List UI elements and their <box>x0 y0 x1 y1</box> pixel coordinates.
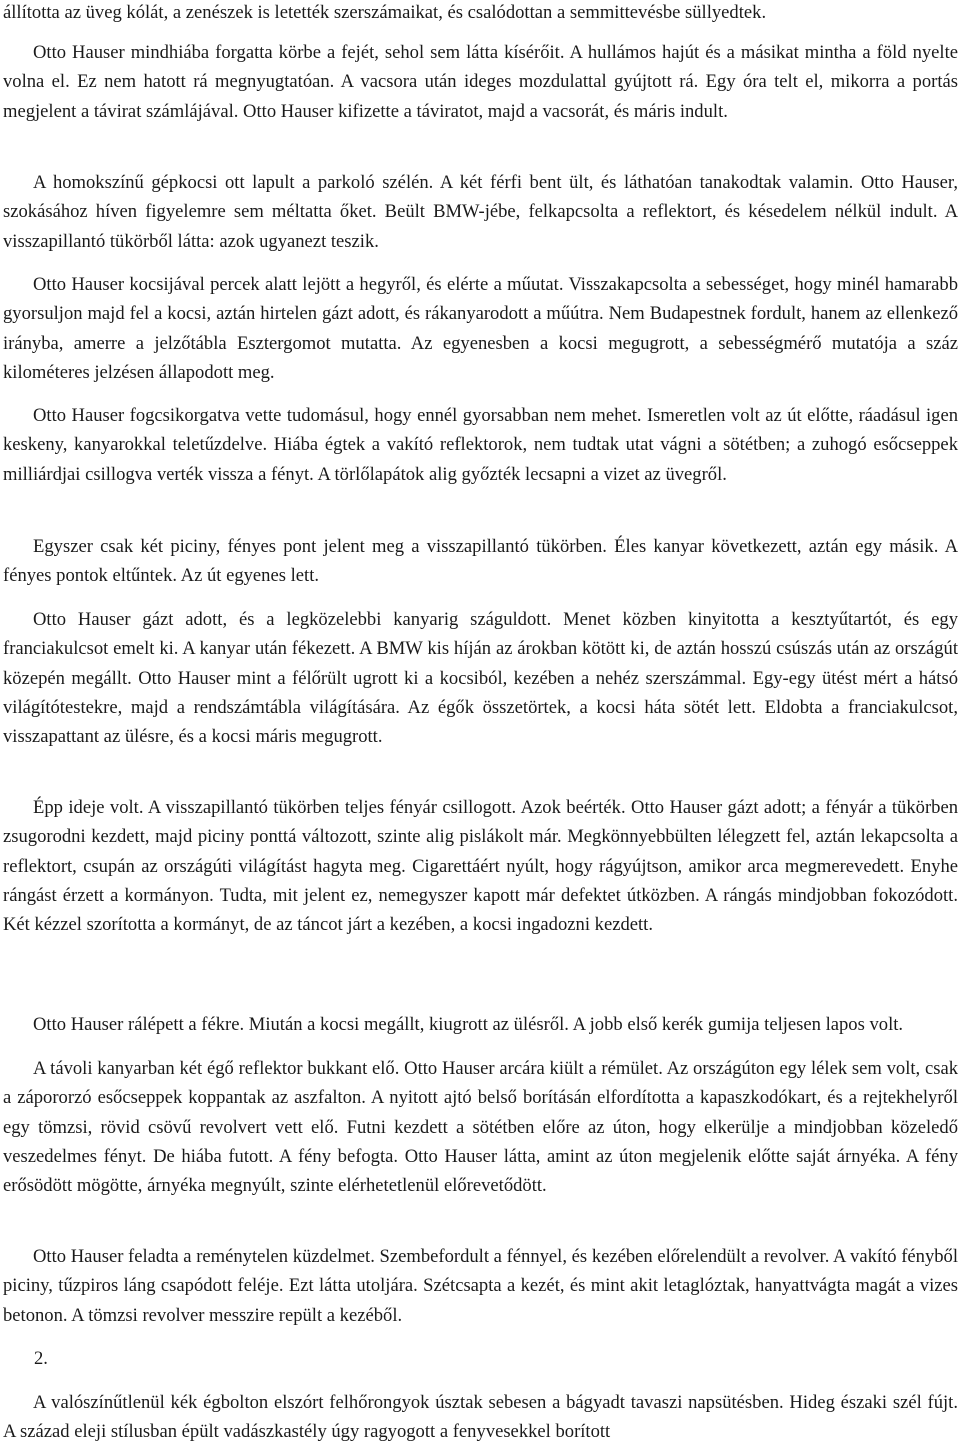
paragraph: A homokszínű gépkocsi ott lapult a parkoló szélén. A két férfi bent ült, és láthatóan tanakodtak valamin. Otto Hauser, szokásához híven figyelemre sem méltatta őket. Beült BMW-jébe, felkapcsolta a reflektort, és késedelem nélkül indult. A visszapillantó tükörből látta: azok ugyanezt teszik. <box>3 172 958 252</box>
paragraph: állította az üveg kólát, a zenészek is letették szerszámaikat, és csalódottan a semmittevésbe süllyedtek. <box>3 2 767 23</box>
paragraph: Otto Hauser gázt adott, és a legközelebbi kanyarig száguldott. Menet közben kinyitotta a kesztyűtartót, és egy franciakulcsot emelt ki. A kanyar után fékezett. A BMW kis híján az árokban kötött ki, de aztán hosszú csúszás után az országút közepén megállt. Otto Hauser mint a félőrült ugrott ki a kocsiból, kezében a nehéz szerszámmal. Egy-egy ütést mért a hátsó világítótestekre, majd a rendszámtábla világítására. Az égők összetörtek, a kocsi háta sötét lett. Eldobta a franciakulcsot, visszapattant az ülésre, és a kocsi máris megugrott. <box>3 609 958 748</box>
paragraph: Épp ideje volt. A visszapillantó tükörben teljes fényár csillogott. Azok beérték. Otto Hauser gázt adott; a fényár a tükörben zsugorodni kezdett, majd piciny ponttá változott, szinte alig pislákolt már. Megkönnyebbülten lélegzett fel, aztán lekapcsolta a reflektort, csupán az országúti világítást hagyta meg. Cigarettáért nyúlt, hogy rágyújtson, amikor arca megmerevedett. Enyhe rángást érzett a kormányon. Tudta, mit jelent ez, nemegyszer kapott már defektet útközben. A rángás mindjobban fokozódott. Két kézzel szorította a kormányt, de az táncot járt a kezében, a kocsi ingadozni kezdett. <box>3 797 958 936</box>
paragraph: A távoli kanyarban két égő reflektor bukkant elő. Otto Hauser arcára kiült a rémület. Az országúton egy lélek sem volt, csak a zápororzó esőcseppek koppantak az aszfalton. A nyitott ajtó belső borításán elfordította a kapaszkodókart, és a rejtekhelyről egy tömzsi, rövid csövű revolvert vett elő. Futni kezdett a sötétben előre az úton, hogy elkerülje a mindjobban közeledő veszedelmes fényt. De hiába futott. A fény befogta. Otto Hauser látta, amint az úton megjelenik előtte saját árnyéka. A fény erősödött mögötte, árnyéka megnyúlt, szinte elérhetetlenül előrevetődött. <box>3 1058 958 1197</box>
paragraph: Otto Hauser mindhiába forgatta körbe a fejét, sehol sem látta kísérőit. A hullámos hajút és a másikat mintha a föld nyelte volna el. Ez nem hatott rá megnyugtatóan. A vacsora után ideges mozdulattal gyújtott rá. Egy óra telt el, mikorra a portás megjelent a távirat számlájával. Otto Hauser kifizette a táviratot, majd a vacsorát, és máris indult. <box>3 42 958 122</box>
paragraph: Otto Hauser rálépett a fékre. Miután a kocsi megállt, kiugrott az ülésről. A jobb első kerék gumija teljesen lapos volt. <box>33 1014 904 1035</box>
paragraph: Egyszer csak két piciny, fényes pont jelent meg a visszapillantó tükörben. Éles kanyar következett, aztán egy másik. A fényes pontok eltűntek. Az út egyenes lett. <box>3 536 958 587</box>
paragraph: Otto Hauser feladta a reménytelen küzdelmet. Szembefordult a fénnyel, és kezében előrelendült a revolver. A vakító fényből piciny, tűzpiros láng csapódott feléje. Ezt látta utoljára. Szétcsapta a kezét, és mint akit letaglóztak, hanyattvágta magát a vizes betonon. A tömzsi revolver messzire repült a kezéből. <box>3 1246 958 1326</box>
section-number: 2. <box>34 1348 48 1369</box>
paragraph: Otto Hauser fogcsikorgatva vette tudomásul, hogy ennél gyorsabban nem mehet. Ismeretlen volt az út előtte, ráadásul igen keskeny, kanyarokkal teletűzdelve. Hiába égtek a vakító reflektorok, nem tudtak utat vágni a sötétben; a zuhogó esőcseppek milliárdjai csillogva verték vissza a fényt. A törlőlapátok alig győzték lecsapni a vizet az üvegről. <box>3 405 958 485</box>
paragraph: A valószínűtlenül kék égbolton elszórt felhőrongyok úsztak sebesen a bágyadt tavaszi napsütésben. Hideg északi szél fújt. A század eleji stílusban épült vadászkastély úgy ragyogott a fenyvesekkel borított <box>3 1392 958 1443</box>
paragraph: Otto Hauser kocsijával percek alatt lejött a hegyről, és elérte a műutat. Visszakapcsolta a sebességet, hogy minél hamarabb gyorsuljon majd fel a kocsi, aztán hirtelen gázt adott, és rákanyarodott a műútra. Nem Budapestnek fordult, hanem az ellenkező irányba, amerre a jelzőtábla Esztergomot mutatta. Az egyenesben a kocsi megugrott, a sebességmérő mutatója a száz kilométeres jelzésen állapodott meg. <box>3 274 958 383</box>
